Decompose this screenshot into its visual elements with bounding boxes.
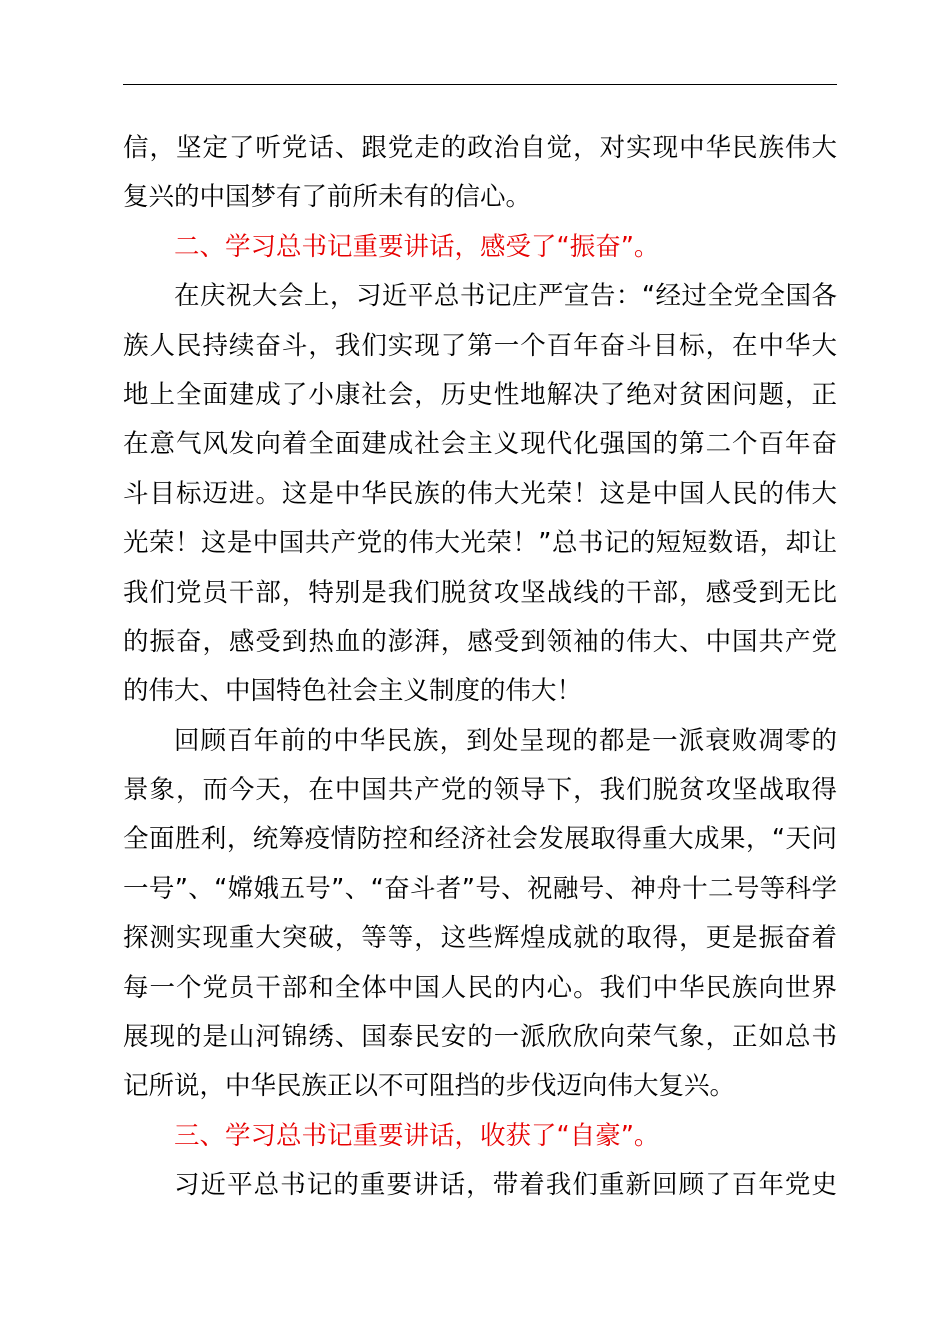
body-line: 复兴的中国梦有了前所未有的信心。 <box>123 182 532 213</box>
body-line: 信，坚定了听党话、跟党走的政治自觉，对实现中华民族伟大 <box>123 133 837 163</box>
body-line: 景象，而今天，在中国共产党的领导下，我们脱贫攻坚战取得 <box>123 775 837 806</box>
body-line: 在意气风发向着全面建成社会主义现代化强国的第二个百年奋 <box>123 429 837 460</box>
paragraph-start-line: 回顾百年前的中华民族，到处呈现的都是一派衰败凋零的 <box>174 725 837 756</box>
body-line: 我们党员干部，特别是我们脱贫攻坚战线的干部，感受到无比 <box>123 577 837 608</box>
body-line: 的伟大、中国特色社会主义制度的伟大！ <box>123 676 583 707</box>
body-line: 族人民持续奋斗，我们实现了第一个百年奋斗目标，在中华大 <box>123 330 837 361</box>
section-heading-3: 三、学习总书记重要讲话，收获了“自豪”。 <box>174 1120 660 1151</box>
body-line: 的振奋，感受到热血的澎湃，感受到领袖的伟大、中国共产党 <box>123 626 837 657</box>
body-line: 展现的是山河锦绣、国泰民安的一派欣欣向荣气象，正如总书 <box>123 1022 837 1053</box>
document-body <box>123 124 837 1211</box>
body-line: 记所说，中华民族正以不可阻挡的步伐迈向伟大复兴。 <box>123 1071 736 1102</box>
body-line: 地上全面建成了小康社会，历史性地解决了绝对贫困问题，正 <box>123 379 837 410</box>
header-rule <box>123 84 837 85</box>
body-line: 一号”、“嫦娥五号”、“奋斗者”号、祝融号、神舟十二号等科学 <box>123 873 837 904</box>
paragraph-start-line: 习近平总书记的重要讲话，带着我们重新回顾了百年党史 <box>174 1170 837 1201</box>
body-line: 光荣！这是中国共产党的伟大光荣！”总书记的短短数语，却让 <box>123 528 837 559</box>
section-heading-2: 二、学习总书记重要讲话，感受了“振奋”。 <box>174 231 660 262</box>
body-line: 探测实现重大突破，等等，这些辉煌成就的取得，更是振奋着 <box>123 923 837 954</box>
body-line: 全面胜利，统筹疫情防控和经济社会发展取得重大成果，“天问 <box>123 824 837 855</box>
body-line: 斗目标迈进。这是中华民族的伟大光荣！这是中国人民的伟大 <box>123 478 837 509</box>
paragraph-start-line: 在庆祝大会上，习近平总书记庄严宣告：“经过全党全国各 <box>174 281 837 312</box>
body-line: 每一个党员干部和全体中国人民的内心。我们中华民族向世界 <box>123 972 837 1003</box>
